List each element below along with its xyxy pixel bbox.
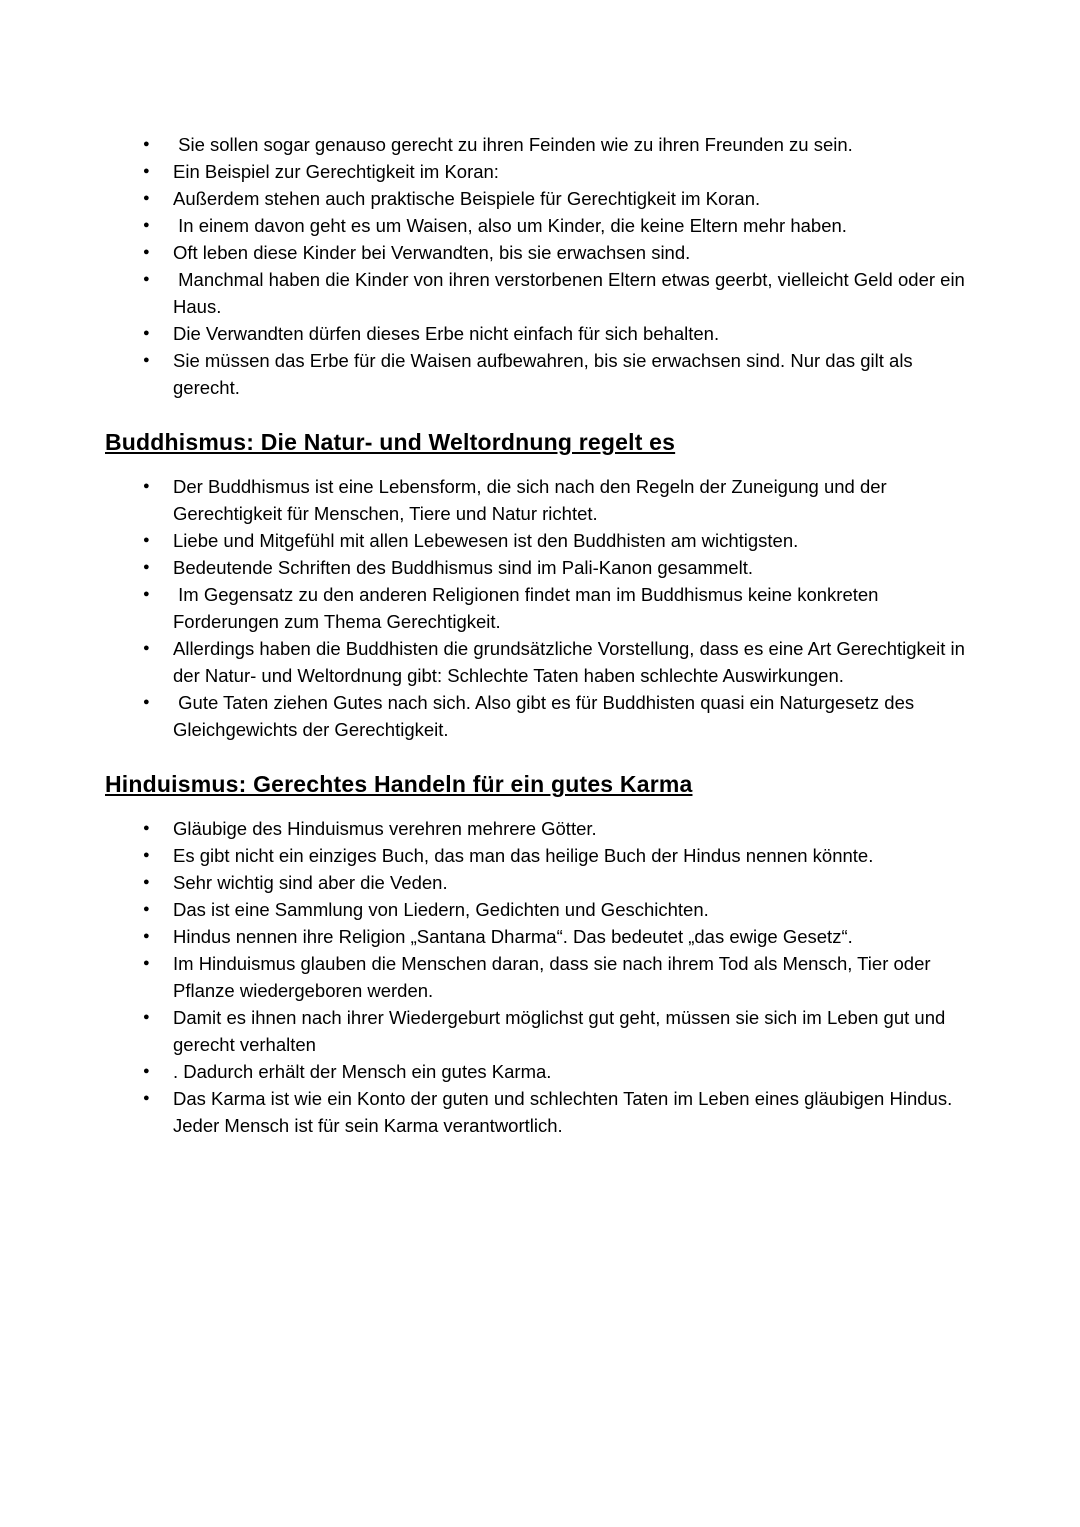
bullet-text: Das Karma ist wie ein Konto der guten und schlechten Taten im Leben eines gläubigen Hindus. Jeder Mensch ist für sein Karma verantwortlich.	[173, 1088, 958, 1136]
bullet-icon: ●	[143, 903, 150, 915]
list-item	[105, 1058, 975, 1085]
bullet-icon: ●	[143, 930, 150, 942]
bullet-icon: ●	[143, 561, 150, 573]
bullet-text: Im Hinduismus glauben die Menschen daran, dass sie nach ihrem Tod als Mensch, Tier oder Pflanze wiedergeboren werden.	[173, 953, 936, 1001]
list-item	[105, 896, 975, 923]
bullet-icon: ●	[143, 219, 150, 231]
bullet-text: Sie sollen sogar genauso gerecht zu ihren Feinden wie zu ihren Freunden zu sein.	[173, 134, 853, 155]
bullet-text: Das ist eine Sammlung von Liedern, Gedichten und Geschichten.	[173, 899, 709, 920]
bullet-text: Sehr wichtig sind aber die Veden.	[173, 872, 448, 893]
bullet-text: . Dadurch erhält der Mensch ein gutes Karma.	[173, 1061, 552, 1082]
bullet-list	[105, 815, 975, 1139]
section-koran-gerechtigkeit	[105, 131, 975, 401]
bullet-icon: ●	[143, 192, 150, 204]
bullet-text: Außerdem stehen auch praktische Beispiele für Gerechtigkeit im Koran.	[173, 188, 761, 209]
list-item	[105, 185, 975, 212]
bullet-icon: ●	[143, 696, 150, 708]
section-heading-buddhismus: Buddhismus: Die Natur- und Weltordnung regelt es	[105, 429, 676, 455]
list-item	[105, 347, 975, 401]
bullet-text: In einem davon geht es um Waisen, also um Kinder, die keine Eltern mehr haben.	[173, 215, 847, 236]
bullet-text: Der Buddhismus ist eine Lebensform, die sich nach den Regeln der Zuneigung und der Gerechtigkeit für Menschen, Tiere und Natur richtet.	[173, 476, 892, 524]
list-item	[105, 842, 975, 869]
list-item	[105, 212, 975, 239]
list-item	[105, 1085, 975, 1139]
bullet-text: Manchmal haben die Kinder von ihren verstorbenen Eltern etwas geerbt, vielleicht Geld oder ein Haus.	[173, 269, 970, 317]
list-item	[105, 527, 975, 554]
list-item	[105, 635, 975, 689]
list-item	[105, 239, 975, 266]
list-item	[105, 131, 975, 158]
bullet-icon: ●	[143, 957, 150, 969]
bullet-icon: ●	[143, 354, 150, 366]
list-item	[105, 689, 975, 743]
list-item	[105, 581, 975, 635]
bullet-text: Es gibt nicht ein einziges Buch, das man das heilige Buch der Hindus nennen könnte.	[173, 845, 874, 866]
bullet-icon: ●	[143, 1011, 150, 1023]
bullet-list	[105, 131, 975, 401]
section-hinduismus	[105, 769, 975, 1139]
section-heading-hinduismus: Hinduismus: Gerechtes Handeln für ein gutes Karma	[105, 771, 693, 797]
bullet-text: Liebe und Mitgefühl mit allen Lebewesen ist den Buddhisten am wichtigsten.	[173, 530, 799, 551]
bullet-list	[105, 473, 975, 743]
bullet-icon: ●	[143, 849, 150, 861]
section-buddhismus	[105, 427, 975, 743]
bullet-icon: ●	[143, 246, 150, 258]
list-item	[105, 869, 975, 896]
list-item	[105, 950, 975, 1004]
bullet-icon: ●	[143, 822, 150, 834]
list-item	[105, 815, 975, 842]
bullet-text: Gute Taten ziehen Gutes nach sich. Also gibt es für Buddhisten quasi ein Naturgesetz des Gleichgewichts der Gerechtigkeit.	[173, 692, 920, 740]
list-item	[105, 158, 975, 185]
list-item	[105, 1004, 975, 1058]
bullet-text: Im Gegensatz zu den anderen Religionen findet man im Buddhismus keine konkreten Forderungen zum Thema Gerechtigkeit.	[173, 584, 884, 632]
bullet-text: Die Verwandten dürfen dieses Erbe nicht einfach für sich behalten.	[173, 323, 720, 344]
bullet-icon: ●	[143, 327, 150, 339]
bullet-text: Oft leben diese Kinder bei Verwandten, bis sie erwachsen sind.	[173, 242, 691, 263]
bullet-text: Bedeutende Schriften des Buddhismus sind im Pali-Kanon gesammelt.	[173, 557, 753, 578]
bullet-text: Ein Beispiel zur Gerechtigkeit im Koran:	[173, 161, 499, 182]
list-item	[105, 923, 975, 950]
bullet-icon: ●	[143, 534, 150, 546]
list-item	[105, 266, 975, 320]
list-item	[105, 554, 975, 581]
bullet-icon: ●	[143, 138, 150, 150]
bullet-icon: ●	[143, 1092, 150, 1104]
bullet-text: Sie müssen das Erbe für die Waisen aufbewahren, bis sie erwachsen sind. Nur das gilt als gerecht.	[173, 350, 918, 398]
bullet-icon: ●	[143, 165, 150, 177]
bullet-icon: ●	[143, 480, 150, 492]
bullet-icon: ●	[143, 876, 150, 888]
bullet-text: Gläubige des Hinduismus verehren mehrere Götter.	[173, 818, 597, 839]
bullet-text: Allerdings haben die Buddhisten die grundsätzliche Vorstellung, dass es eine Art Gerechtigkeit in der Natur- und Weltordnung gibt: Schlechte Taten haben schlechte Auswirkungen.	[173, 638, 971, 686]
list-item	[105, 473, 975, 527]
bullet-text: Hindus nennen ihre Religion „Santana Dharma“. Das bedeutet „das ewige Gesetz“.	[173, 926, 853, 947]
bullet-text: Damit es ihnen nach ihrer Wiedergeburt möglichst gut geht, müssen sie sich im Leben gut und gerecht verhalten	[173, 1007, 951, 1055]
bullet-icon: ●	[143, 642, 150, 654]
bullet-icon: ●	[143, 273, 150, 285]
bullet-icon: ●	[143, 1065, 150, 1077]
bullet-icon: ●	[143, 588, 150, 600]
list-item	[105, 320, 975, 347]
